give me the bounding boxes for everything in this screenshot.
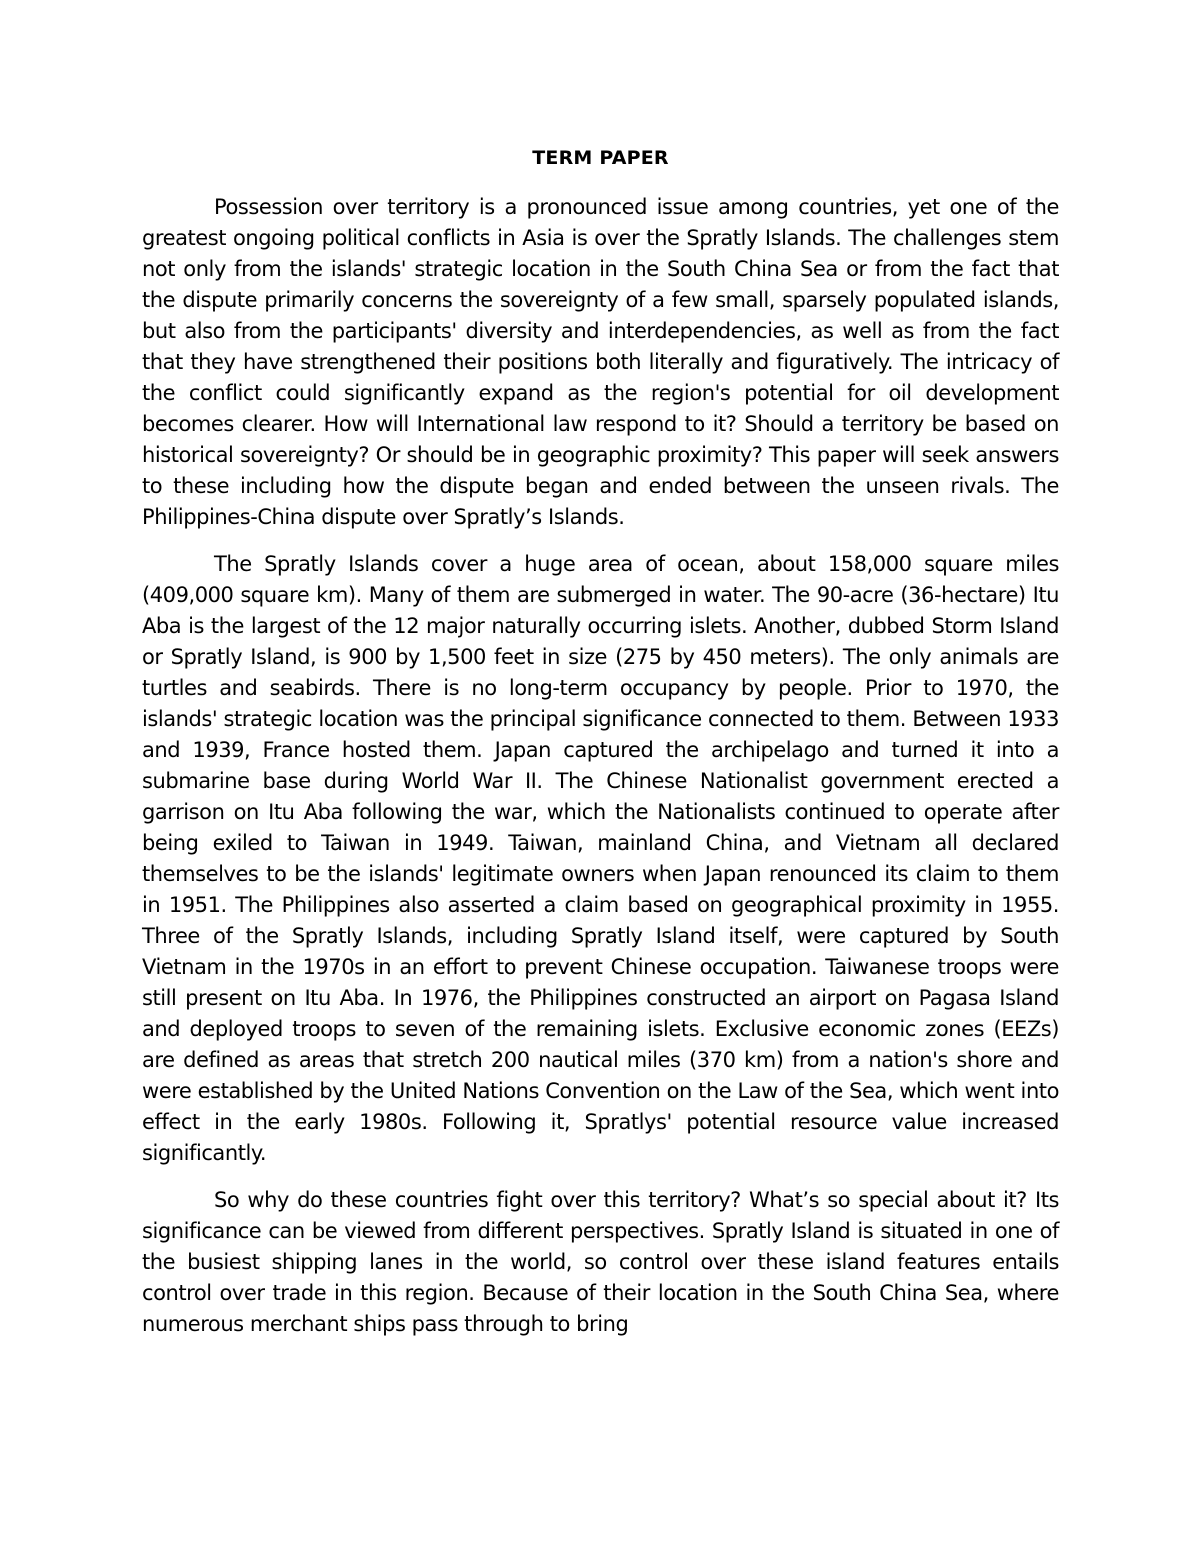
document-title: TERM PAPER bbox=[532, 147, 669, 169]
paragraph-2: The Spratly Islands cover a huge area of ocean, about 158,000 square miles (409,000 square km). Many of them are submerged in water. The 90-acre (36-hectare) Itu Aba is the largest of the 12 major naturally occurring islets. Another, dubbed Storm Island or Spratly Island, is 900 by 1,500 feet in size (275 by 450 meters). The only animals are turtles and seabirds. There is no long-term occupancy by people. Prior to 1970, the islands' strategic location was the principal significance connected to them. Between 1933 and 1939, France hosted them. Japan captured the archipelago and turned it into a submarine base during World War II. The Chinese Nationalist government erected a garrison on Itu Aba following the war, which the Nationalists continued to operate after being exiled to Taiwan in 1949. Taiwan, mainland China, and Vietnam all declared themselves to be the islands' legitimate owners when Japan renounced its claim to them in 1951. The Philippines also asserted a claim based on geographical proximity in 1955. Three of the Spratly Islands, including Spratly Island itself, were captured by South Vietnam in the 1970s in an effort to prevent Chinese occupation. Taiwanese troops were still present on Itu Aba. In 1976, the Philippines constructed an airport on Pagasa Island and deployed troops to seven of the remaining islets. Exclusive economic zones (EEZs) are defined as areas that stretch 200 nautical miles (370 km) from a nation's shore and were established by the United Nations Convention on the Law of the Sea, which went into effect in the early 1980s. Following it, Spratlys' potential resource value increased significantly. bbox=[142, 552, 1059, 1165]
document-body bbox=[142, 144, 1059, 1356]
paragraph-1: Possession over territory is a pronounced issue among countries, yet one of the greatest ongoing political conflicts in Asia is over the Spratly Islands. The challenges stem not only from the islands' strategic location in the South China Sea or from the fact that the dispute primarily concerns the sovereignty of a few small, sparsely populated islands, but also from the participants' diversity and interdependencies, as well as from the fact that they have strengthened their positions both literally and figuratively. The intricacy of the conflict could significantly expand as the region's potential for oil development becomes clearer. How will International law respond to it? Should a territory be based on historical sovereignty? Or should be in geographic proximity? This paper will seek answers to these including how the dispute began and ended between the unseen rivals. The Philippines-China dispute over Spratly’s Islands. bbox=[142, 195, 1059, 529]
paragraph-3: So why do these countries fight over this territory? What’s so special about it? Its significance can be viewed from different perspectives. Spratly Island is situated in one of the busiest shipping lanes in the world, so control over these island features entails control over trade in this region. Because of their location in the South China Sea, where numerous merchant ships pass through to bring bbox=[142, 1188, 1059, 1336]
